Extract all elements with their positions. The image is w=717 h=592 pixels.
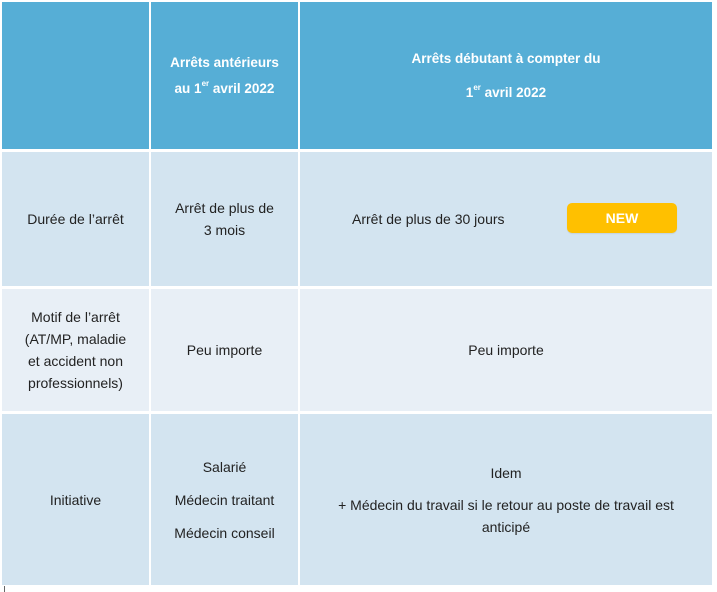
comparison-table [2, 2, 712, 586]
row-initiative-before [151, 414, 298, 585]
header-after-cell [300, 2, 712, 149]
header-before-line2-prefix: au 1 [174, 80, 202, 96]
header-empty-cell [2, 2, 149, 149]
new-badge: NEW [567, 203, 677, 233]
row-motif-after: Peu importe [300, 289, 712, 411]
row-initiative-after [300, 414, 712, 585]
header-before-text [170, 50, 279, 102]
row-duree-before-text: Arrêt de plus de 3 mois [175, 200, 274, 238]
header-before-line1: Arrêts antérieurs [170, 54, 279, 70]
header-after-line2-sup: er [473, 83, 481, 92]
header-before-line2-suffix: avril 2022 [209, 80, 275, 96]
corner-tick-mark [4, 586, 5, 592]
header-after-line2-prefix: 1 [465, 84, 474, 100]
header-after-line2-suffix: avril 2022 [480, 84, 547, 100]
row-motif-before: Peu importe [151, 289, 298, 411]
row-duree-after-text: Arrêt de plus de 30 jours [352, 211, 505, 227]
header-after-line1: Arrêts débutant à compter du [411, 50, 601, 66]
initiative-after-idem: Idem [490, 464, 522, 481]
initiative-item-salarie: Salarié [202, 458, 247, 475]
initiative-item-medecin-traitant: Médecin traitant [174, 491, 275, 508]
row-initiative-label: Initiative [2, 414, 149, 585]
row-duree-after [300, 152, 712, 286]
row-motif-label [2, 289, 149, 411]
initiative-after-extra: + Médecin du travail si le retour au poste de travail est anticipé [338, 496, 674, 535]
row-motif-label-text: Motif de l’arrêt (AT/MP, maladie et accident non professionnels) [24, 309, 127, 391]
header-before-cell [151, 2, 298, 149]
initiative-item-medecin-conseil: Médecin conseil [174, 524, 275, 541]
header-before-line2-sup: er [201, 79, 210, 88]
row-duree-before [151, 152, 298, 286]
header-after-line2 [466, 78, 546, 108]
row-duree-label: Durée de l’arrêt [2, 152, 149, 286]
